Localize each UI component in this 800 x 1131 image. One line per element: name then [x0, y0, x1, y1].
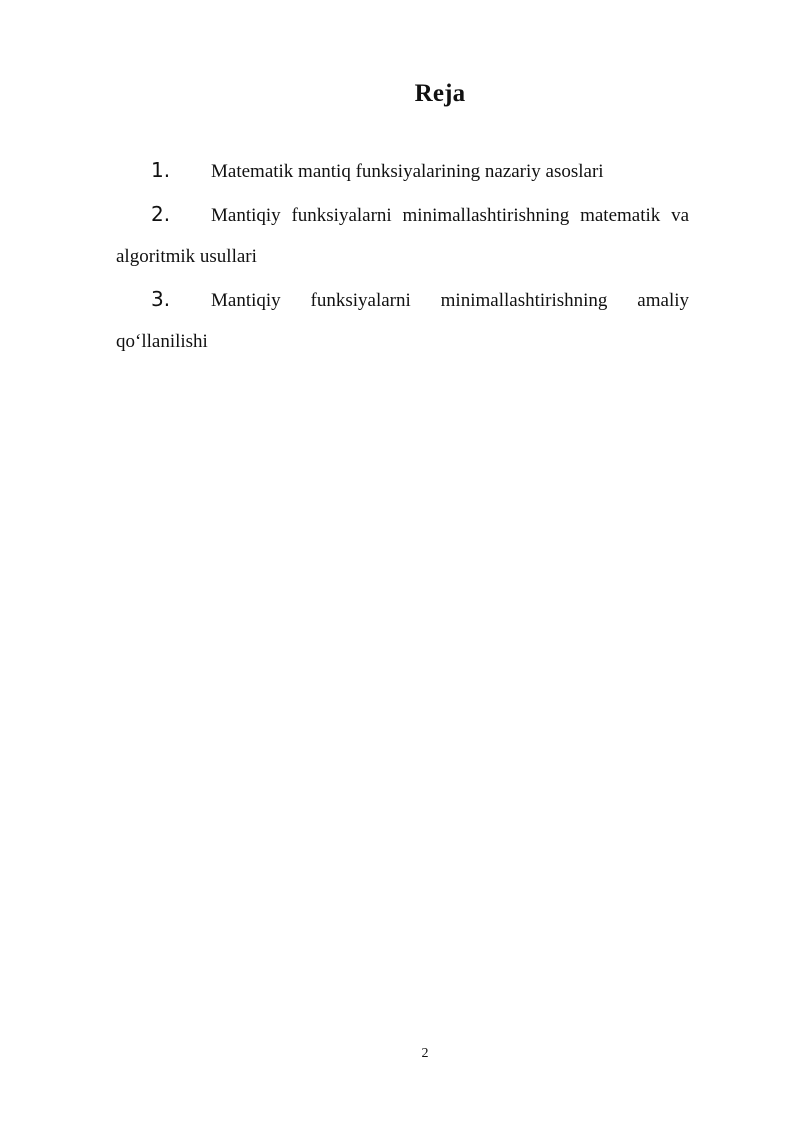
item-text: Mantiqiy funksiyalarni minimallashtirishning matematik va algoritmik usullari	[116, 205, 689, 267]
list-item	[116, 150, 689, 192]
item-number: 3.	[151, 287, 171, 311]
item-number: 2.	[151, 202, 171, 226]
list-item	[116, 194, 689, 277]
page-number: 2	[421, 1046, 429, 1061]
item-number: 1.	[151, 158, 171, 182]
page-title: Reja	[414, 80, 466, 107]
plan-list	[116, 150, 689, 364]
list-item	[116, 279, 689, 362]
item-text: Matematik mantiq funksiyalarining nazariy asoslari	[211, 161, 604, 182]
item-text: Mantiqiy funksiyalarni minimallashtirishning amaliy qo‘llanilishi	[116, 290, 689, 352]
